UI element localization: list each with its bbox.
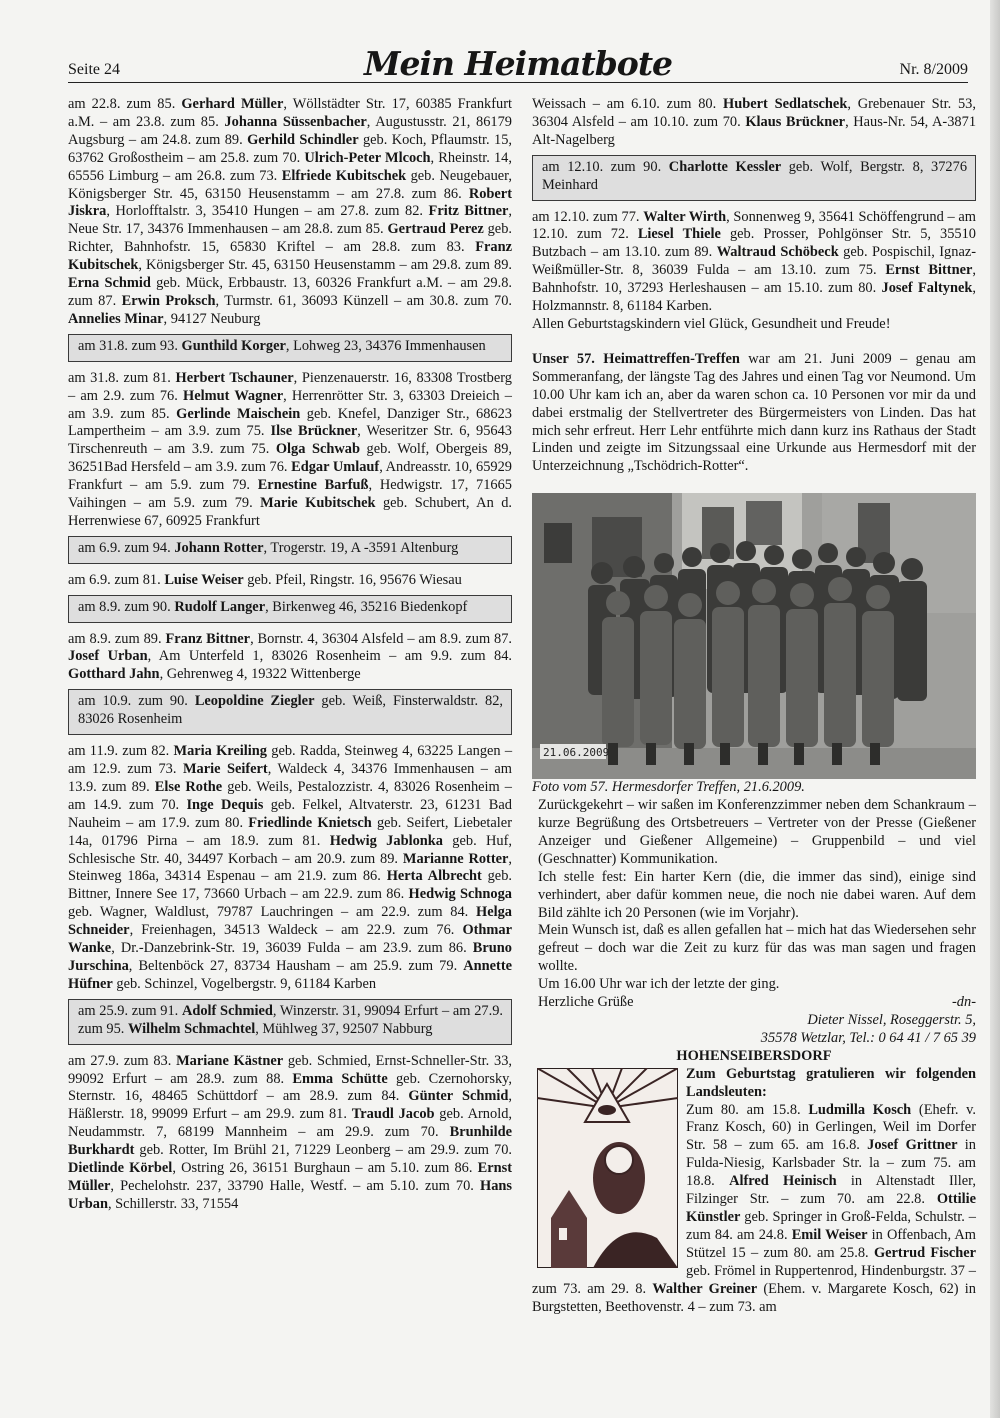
entry-text: geb. Rotter, Im Brühl 21, 71229 Leonberg – am 29.9. zum 70. (134, 1142, 512, 1159)
entry-text: am 12.10. zum 77. (532, 208, 644, 225)
report-heading: Unser 57. Heimattreffen-Treffen (532, 350, 740, 367)
entry-text: geb. Wolf, Obergeis 89, 36251Bad Hersfeld – am 3.9. zum 76. (68, 441, 512, 476)
birthday-box (68, 334, 512, 362)
entry-text: geb. Wagner, Waldlust, 79787 Lauchringen – am 22.9. zum 84. (68, 904, 477, 921)
section-intro: Zum Geburtstag gratulieren wir folgenden Landsleuten: (686, 1065, 976, 1100)
entry-text: , Königsberger Str. 45, 63150 Heusenstamm – am 29.8. zum 89. (138, 257, 512, 274)
entry-text: geb. Frömel in Ruppertenrod, Hindenburgstr. 37 – zum 73. am 29. 8. (532, 1262, 976, 1297)
person-name: Herbert Tschauner (175, 369, 294, 386)
person-name: Helga Schneider (68, 904, 512, 939)
entry-text: Weissach – am 6.10. zum 80. (532, 96, 724, 112)
person-name: Josef Urban (68, 648, 148, 665)
report-continuation (532, 797, 976, 1048)
photo-date-stamp: 21.06.2009 (543, 746, 610, 760)
person-name: Walther Greiner (652, 1280, 758, 1297)
person-name: Elfriede Kubitschek (281, 167, 407, 184)
entry-text: , Ostring 26, 36151 Burghaun – am 5.10. zum 86. (172, 1160, 478, 1177)
person-name: Günter Schmid (408, 1088, 509, 1105)
person-name: Gotthard Jahn (68, 666, 160, 683)
entry-text: , Weseritzer Str. 6, 95643 Tirschenreuth – am 3.9. zum 75. (68, 423, 512, 458)
section-title: HOHENSEIBERSDORF (676, 1047, 832, 1064)
person-name: Emil Weiser (791, 1226, 868, 1243)
person-name: Gertrud Fischer (873, 1244, 976, 1261)
entry-text: geb. Mück, Erbbaustr. 13, 60326 Frankfurt a.M. – am 29.8. zum 87. (68, 275, 513, 309)
right-column (532, 96, 976, 1316)
person-name: Edgar Umlauf (291, 459, 380, 476)
entry-text: , Bahnhofstr. 10, 37293 Herleshausen – am 15.10. zum 80. (532, 262, 976, 297)
entry-text: , Lohweg 23, 34376 Immenhausen (285, 337, 486, 354)
report-text: war am 21. Juni 2009 – genau am Sommeranfang, der längste Tag des Jahres und einen Tag vor Neumond. Um 10.00 Uhr kam ich an, aber da waren schon ca. 10 Personen vor mir da und dabei erstmalig der Stellvertreter des Bürgermeisters von Linden. Das hat mich sehr erfreut. Herr Lehr entführte mich dann kurz ins Rathaus der Stadt Linden und zeigte im Sitzungssaal eine Urkunde aus Hermesdorf mit der Unterzeichnung „Tschödrich-Rotter“. (532, 350, 976, 475)
entry-text: geb. Richter, Bahnhofstr. 15, 65830 Kriftel – am 28.8. zum 83. (68, 221, 512, 256)
entry-text: geb. Springer in Groß-Felda, Schulstr. – zum 84. am 24.8. (686, 1208, 976, 1243)
entry-text: am 25.9. zum 91. (78, 1002, 182, 1019)
person-name: Josef Grittner (867, 1137, 958, 1154)
entry-text: geb. Prosser, Pohlgönser Str. 5, 35510 Butzbach – am 13.10. zum 89. (532, 226, 976, 261)
person-name: Franz Kubitschek (68, 239, 512, 274)
entry-text: , Mühlweg 37, 92507 Nabburg (255, 1020, 433, 1037)
entry-text: , Schillerstr. 33, 71554 (107, 1195, 239, 1212)
entry-text: am 8.9. zum 90. (78, 598, 175, 615)
person-name: Bruno Jurschina (68, 940, 512, 974)
greeting-line (538, 994, 976, 1012)
entry-text: , Freienhagen, 34513 Waldeck – am 22.9. zum 76. (129, 922, 463, 939)
person-name: Ernst Bittner (885, 262, 973, 279)
entry-text: , Trogerstr. 19, A -3591 Altenburg (263, 539, 459, 556)
entry-text: , Pechelohstr. 237, 33790 Halle, Westf. – am 5.10. zum 70. (110, 1177, 480, 1194)
entry-text: , Birkenweg 46, 35216 Biedenkopf (265, 598, 468, 615)
person-name: Hans Urban (68, 1177, 512, 1212)
entry-text: geb. Pospischil, Ignaz-Weißmüller-Str. 8, 36039 Fulda – am 13.10. zum 75. (532, 244, 977, 279)
entry-text: , Hedwigstr. 17, 71665 Vaihingen – am 5.9. zum 79. (68, 477, 512, 512)
entry-text: am 22.8. zum 85. (68, 96, 182, 112)
person-name: Gerhard Müller (181, 96, 284, 112)
person-name: Charlotte Kessler (668, 158, 782, 175)
entry-text: , Waldeck 4, 34376 Immenhausen – am 13.9. zum 89. (68, 761, 512, 795)
person-name: Gerlinde Maischein (176, 405, 301, 422)
person-name: Gunthild Korger (181, 337, 286, 354)
entry-text: , Turmstr. 61, 36093 Künzell – am 30.8. zum 70. (215, 292, 513, 309)
entry-text: , Neue Str. 17, 34376 Immenhausen – am 28.8. zum 85. (68, 203, 512, 238)
entry-text: am 8.9. zum 89. (68, 630, 166, 647)
entry-text: geb. Weils, Pestalozzistr. 4, 83026 Rosenheim – am 14.9. zum 70. (68, 778, 513, 813)
person-name: Gerhild Schindler (247, 131, 359, 148)
person-name: Klaus Brückner (745, 113, 846, 130)
entry-text: , Gehrenweg 4, 19322 Wittenberge (159, 666, 361, 683)
birthday-wish: Allen Geburtstagskindern viel Glück, Gesundheit und Freude! (532, 315, 891, 332)
entry-text: geb. Neugebauer, Königsberger Str. 45, 63150 Heusenstamm – am 27.8. zum 86. (68, 167, 512, 202)
greeting: Herzliche Grüße (538, 994, 634, 1011)
woodcut-illustration (537, 1068, 678, 1268)
entry-text: , Häßlerstr. 18, 99099 Erfurt – am 29.9. zum 81. (68, 1088, 512, 1123)
person-name: Johanna Süssenbacher (224, 113, 367, 130)
entry-text: Zum 80. am 15.8. (686, 1101, 809, 1118)
person-name: Maria Kreiling (173, 743, 268, 760)
birthday-box (68, 689, 512, 735)
person-name: Brunhilde Burkhardt (68, 1124, 512, 1159)
person-name: Liesel Thiele (637, 226, 721, 243)
birthday-box (68, 595, 512, 623)
entry-text: geb. Huf, Schlesische Str. 40, 34497 Korbach – am 20.9. zum 89. (68, 832, 512, 867)
entry-text: am 12.10. zum 90. (542, 158, 669, 175)
entry-text: am 10.9. zum 90. (78, 693, 195, 710)
entry-text: am 11.9. zum 82. (68, 743, 174, 760)
entry-text: am 31.8. zum 93. (78, 337, 182, 354)
person-name: Inge Dequis (186, 796, 264, 813)
entry-text: , Horlofftalstr. 3, 35410 Hungen – am 27.8. zum 82. (106, 203, 429, 220)
person-name: Waltraud Schöbeck (716, 244, 839, 261)
person-name: Traudl Jacob (351, 1106, 435, 1123)
birthday-paragraph (68, 96, 512, 329)
person-name: Olga Schwab (275, 441, 360, 458)
person-name: Annette Hüfner (68, 957, 512, 992)
entry-text: geb. Schubert, An d. Herrenwiese 67, 60925 Frankfurt (68, 495, 513, 529)
person-name: Ottilie Künstler (686, 1191, 976, 1225)
person-name: Mariane Kästner (176, 1052, 284, 1069)
person-name: Erna Schmid (68, 275, 151, 292)
group-photo-drawing (532, 493, 976, 779)
entry-text: (Ehefr. v. Franz Kosch, 60) in Gerlingen, Weil im Dorfer Str. 58 – zum 65. am 16.8. (686, 1101, 977, 1154)
person-name: Dietlinde Körbel (68, 1160, 173, 1177)
person-name: Ilse Brückner (270, 423, 358, 440)
person-name: Marianne Rotter (402, 850, 509, 867)
page-header (68, 40, 968, 83)
person-name: Ulrich-Peter Mlcoch (304, 149, 431, 166)
report-paragraph: Ich stelle fest: Ein harter Kern (die, die immer das sind), einige sind verhindert, aber dafür kommen neue, die noch nie dabei waren. Auf dem Bild zählte ich 20 Personen (wie im Vorjahr). (538, 868, 976, 921)
entry-text: , Augustusstr. 21, 86179 Augsburg – am 24.8. zum 89. (68, 113, 512, 148)
birthday-box (68, 536, 512, 564)
entry-text: , Winzerstr. 31, 99094 Erfurt – am 27.9. zum 95. (78, 1002, 503, 1037)
person-name: Robert Jiskra (68, 185, 512, 220)
entry-text: , Am Unterfeld 1, 83026 Rosenheim – am 9.9. zum 84. (147, 648, 512, 665)
person-name: Josef Faltynek (881, 280, 973, 297)
report-paragraph: Um 16.00 Uhr war ich der letzte der ging. (538, 976, 780, 993)
person-name: Franz Bittner (165, 630, 251, 647)
entry-text: , Grebenauer Str. 53, 36304 Alsfeld – am 10.10. zum 70. (532, 96, 976, 130)
entry-text: , Herrenrötter Str. 3, 63303 Dreieich – am 3.9. zum 85. (68, 387, 513, 422)
person-name: Marie Seifert (182, 761, 268, 777)
entry-text: (Ehem. v. Margarete Kosch, 62) in Burgstetten, Beethovenstr. 4 – zum 73. am (532, 1280, 976, 1315)
entry-text: geb. Schmied, Ernst-Schneller-Str. 33, 99092 Erfurt – am 28.9. zum 88. (68, 1052, 512, 1087)
entry-text: , 94127 Neuburg (163, 310, 261, 327)
group-photo (532, 493, 976, 779)
entry-text: geb. Knefel, Danziger Str., 68623 Lampertheim – am 3.9. zum 75. (68, 405, 512, 440)
entry-text: , Sonnenweg 9, 35641 Schöffengrund – am 12.10. zum 72. (532, 208, 976, 243)
entry-text: in Offenbach, Am Stützel 15 – zum 80. am 25.8. (686, 1226, 977, 1261)
person-name: Erwin Proksch (121, 292, 216, 309)
person-name: Else Rothe (154, 778, 223, 795)
entry-text: geb. Koch, Pflaumstr. 15, 63762 Großostheim – am 25.8. zum 70. (68, 131, 512, 166)
person-name: Luise Weiser (164, 571, 244, 588)
entry-text: geb. Weiß, Finsterwaldstr. 82, 83026 Rosenheim (78, 693, 503, 728)
entry-text: geb. Arnold, Neudammstr. 7, 68199 Mannheim – am 29.9. zum 70. (68, 1106, 512, 1141)
person-name: Ludmilla Kosch (808, 1101, 912, 1118)
entry-text: am 31.8. zum 81. (68, 369, 176, 386)
author-initials: -dn- (952, 994, 976, 1011)
birthday-paragraph (532, 209, 976, 316)
entry-text: geb. Seifert, Liebetaler 14a, 01796 Pirna – am 18.9. zum 81. (68, 814, 512, 849)
photo-caption: Foto vom 57. Hermesdorfer Treffen, 21.6.2009. (532, 779, 805, 796)
person-name: Rudolf Langer (174, 598, 266, 615)
person-name: Johann Rotter (174, 539, 264, 556)
entry-text: geb. Schinzel, Vogelbergstr. 9, 61184 Karben (112, 975, 377, 992)
entry-text: , Pienzenauerstr. 16, 83308 Trostberg – am 2.9. zum 76. (68, 369, 512, 404)
entry-text: , Beltenböck 27, 83734 Hausham – am 25.9. zum 79. (128, 957, 464, 974)
person-name: Gertraud Perez (387, 221, 484, 238)
person-name: Hubert Sedlatschek (723, 96, 848, 112)
masthead-title: Mein Heimatbote (363, 44, 673, 83)
birthday-paragraph (68, 370, 512, 531)
entry-text: am 27.9. zum 83. (68, 1052, 177, 1069)
person-name: Annelies Minar (68, 310, 164, 327)
person-name: Alfred Heinisch (729, 1173, 837, 1190)
entry-text: , Haus-Nr. 54, A-3871 Alt-Nagelberg (532, 113, 977, 148)
entry-text: in Fulda-Niesig, Karlsbader Str. la – zum 75. am 18.8. (686, 1137, 976, 1190)
report-paragraph: Mein Wunsch ist, daß es allen gefallen hat – mich hat das Wiedersehen sehr gefreut – doch war die Zeit zu kurz für das was man sagen und fragen wollte. (538, 922, 976, 975)
meeting-report (532, 351, 976, 476)
entry-text: geb. Bittner, Innere See 17, 73660 Urbach – am 22.9. zum 86. (68, 868, 512, 903)
entry-text: , Andreasstr. 10, 65929 Frankfurt – am 5.9. zum 79. (68, 459, 512, 494)
entry-text: in Altenstadt Iller, Filzinger Str. – zum 70. am 22.8. (686, 1173, 976, 1208)
birthday-paragraph (68, 743, 512, 994)
person-name: Marie Kubitschek (260, 495, 376, 512)
left-column (68, 96, 512, 1214)
person-name: Fritz Bittner (428, 203, 509, 220)
entry-text: , Bornstr. 4, 36304 Alsfeld – am 8.9. zum 87. (250, 630, 513, 647)
person-name: Hedwig Schnoga (408, 886, 512, 903)
person-name: Herta Albrecht (386, 868, 482, 885)
entry-text: geb. Felkel, Altvaterstr. 23, 61231 Bad Nauheim – am 17.9. zum 80. (68, 796, 512, 831)
scan-edge-shadow (990, 0, 1000, 1418)
person-name: Leopoldine Ziegler (194, 693, 315, 710)
person-name: Walter Wirth (643, 208, 727, 225)
person-name: Friedlinde Knietsch (248, 814, 372, 831)
entry-text: , Wöllstädter Str. 17, 60385 Frankfurt a.M. – am 23.8. zum 85. (68, 96, 513, 130)
page-number: Seite 24 (68, 61, 120, 78)
entry-text: geb. Pfeil, Ringstr. 16, 95676 Wiesau (243, 571, 462, 588)
person-name: Wilhelm Schmachtel (127, 1020, 256, 1037)
entry-text: , Dr.-Danzebrink-Str. 19, 36039 Fulda – am 23.9. zum 86. (111, 940, 473, 957)
entry-text: geb. Wolf, Bergstr. 8, 37276 Meinhard (542, 158, 968, 193)
hohenseibersdorf-section (532, 1066, 976, 1317)
entry-text: , Rheinstr. 14, 65556 Limburg – am 26.8. zum 73. (68, 149, 512, 184)
entry-text: , Holzmannstr. 8, 61184 Karben. (532, 280, 976, 315)
birthday-paragraph (68, 572, 512, 590)
person-name: Othmar Wanke (68, 922, 512, 957)
author-address: 35578 Wetzlar, Tel.: 0 64 41 / 7 65 39 (760, 1029, 976, 1046)
entry-text: geb. Czernohorsky, Sternstr. 16, 48465 Schüttdorf – am 28.9. zum 84. (68, 1070, 513, 1105)
birthday-paragraph (68, 1053, 512, 1214)
person-name: Adolf Schmied (181, 1002, 273, 1019)
entry-text: , Steinweg 186a, 34314 Espenau – am 21.9. zum 86. (68, 850, 512, 885)
author-signature: Dieter Nissel, Roseggerstr. 5, (807, 1012, 976, 1028)
person-name: Helmut Wagner (183, 387, 284, 404)
report-paragraph: Zurückgekehrt – wir saßen im Konferenzzimmer neben dem Schankraum – kurze Begrüßung des Ortsbetreuers – Vertreter von der Presse (Gießener Anzeiger und Gießener Allgemeine) – Gruppenbild – und viel (Geschnatter) Kommunikation. (538, 797, 976, 867)
birthday-paragraph (68, 631, 512, 685)
person-name: Ernst Müller (68, 1160, 512, 1194)
entry-text: geb. Radda, Steinweg 4, 63225 Langen – am 12.9. zum 73. (68, 743, 513, 777)
entry-text: am 6.9. zum 81. (68, 571, 165, 588)
person-name: Ernestine Barfuß (257, 477, 369, 494)
entry-text: am 6.9. zum 94. (78, 539, 175, 556)
person-name: Hedwig Jablonka (329, 832, 443, 849)
person-name: Emma Schütte (292, 1070, 388, 1087)
birthday-box (68, 999, 512, 1045)
issue-number: Nr. 8/2009 (899, 61, 968, 78)
birthday-paragraph (532, 96, 976, 150)
birthday-box (532, 155, 976, 201)
